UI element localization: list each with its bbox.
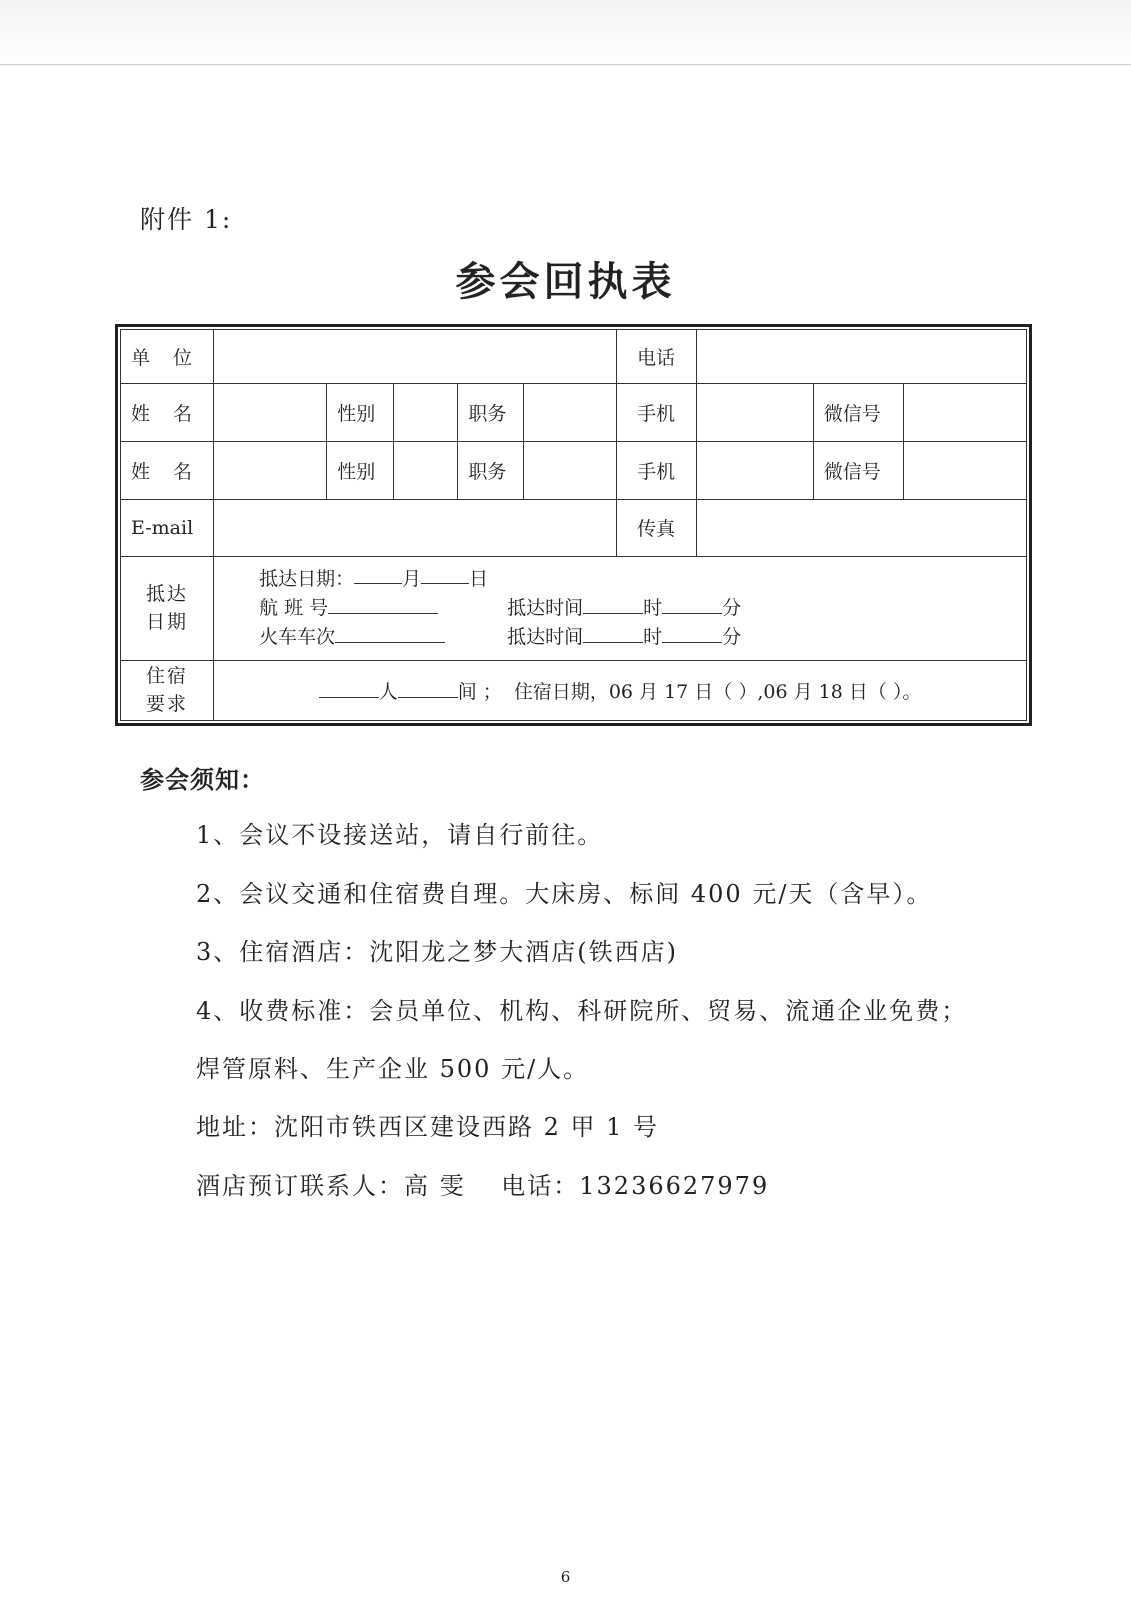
name-label: 姓 名 [121, 384, 214, 441]
lodging-label-line-1: 住宿 [146, 665, 189, 688]
hour-blank[interactable] [583, 595, 643, 614]
row-person-2 [121, 441, 1027, 499]
lodging-label-line-2: 要求 [146, 693, 189, 716]
train-label: 火车车次 [259, 625, 336, 648]
name-field[interactable] [214, 384, 327, 441]
fax-field[interactable] [696, 499, 1026, 556]
arrival-label-line-1: 抵达 [146, 583, 189, 606]
lodging-details [214, 660, 1027, 720]
row-unit [121, 330, 1027, 384]
month-unit: 月 [402, 567, 422, 590]
page-number: 6 [560, 1568, 571, 1586]
gender-label: 性别 [327, 441, 394, 499]
mobile-field[interactable] [696, 441, 813, 499]
person-blank[interactable] [319, 679, 379, 698]
arrival-label-line-2: 日期 [146, 611, 189, 634]
mobile-field[interactable] [696, 384, 813, 441]
lodging-dates: 住宿日期，06 月 17 日（ ）,06 月 18 日（ ）。 [513, 680, 922, 703]
scan-top-edge [0, 0, 1131, 65]
notice-heading: 参会须知： [140, 766, 265, 794]
flight-blank[interactable] [328, 595, 438, 614]
name-label: 姓 名 [121, 441, 214, 499]
mobile-label: 手机 [616, 384, 696, 441]
notice-contact: 酒店预订联系人：高 雯 电话：13236627979 [196, 1172, 770, 1200]
unit-field[interactable] [214, 330, 616, 384]
flight-line [259, 594, 1016, 623]
row-lodging [121, 660, 1027, 720]
hour-unit: 时 [643, 596, 663, 619]
wechat-label: 微信号 [813, 384, 903, 441]
arrival-details [214, 557, 1027, 661]
arrival-time-label: 抵达时间 [507, 596, 584, 619]
person-unit: 人 [378, 680, 398, 703]
hour-unit: 时 [643, 625, 663, 648]
wechat-field[interactable] [903, 441, 1026, 499]
notice-item: 3、住宿酒店：沈阳龙之梦大酒店(铁西店) [196, 938, 678, 966]
row-person-1 [121, 384, 1027, 441]
month-blank[interactable] [354, 565, 402, 584]
position-field[interactable] [524, 384, 616, 441]
attachment-label: 附件 1: [140, 205, 233, 234]
notice-item: 焊管原料、生产企业 500 元/人。 [196, 1055, 590, 1083]
gender-field[interactable] [394, 384, 458, 441]
room-unit: 间 ； [457, 680, 502, 703]
day-unit: 日 [469, 567, 489, 590]
arrival-date-line [259, 565, 1016, 594]
row-arrival [121, 557, 1027, 661]
notice-item: 4、收费标准：会员单位、机构、科研院所、贸易、流通企业免费； [196, 997, 968, 1025]
flight-label: 航 班 号 [259, 596, 329, 619]
day-blank[interactable] [421, 565, 469, 584]
phone-label: 电话 [616, 330, 696, 384]
fax-label: 传真 [616, 499, 696, 556]
minute-unit: 分 [722, 625, 742, 648]
gender-label: 性别 [327, 384, 394, 441]
notice-item: 2、会议交通和住宿费自理。大床房、标间 400 元/天（含早）。 [196, 880, 933, 908]
room-blank[interactable] [398, 679, 458, 698]
minute-blank[interactable] [662, 624, 722, 643]
train-line [259, 623, 1016, 652]
page-title: 参会回执表 [455, 259, 676, 305]
arrival-label [121, 557, 214, 661]
train-blank[interactable] [335, 624, 445, 643]
position-field[interactable] [524, 441, 616, 499]
gender-field[interactable] [394, 441, 458, 499]
registration-form [115, 324, 1032, 726]
registration-table [120, 329, 1027, 721]
mobile-label: 手机 [616, 441, 696, 499]
notice-item: 1、会议不设接送站，请自行前往。 [196, 821, 604, 849]
hour-blank[interactable] [583, 624, 643, 643]
position-label: 职务 [458, 441, 524, 499]
unit-label: 单 位 [121, 330, 214, 384]
phone-field[interactable] [696, 330, 1026, 384]
minute-unit: 分 [722, 596, 742, 619]
email-label: E-mail [121, 499, 214, 556]
name-field[interactable] [214, 441, 327, 499]
notice-address: 地址：沈阳市铁西区建设西路 2 甲 1 号 [196, 1113, 660, 1141]
lodging-label [121, 660, 214, 720]
wechat-field[interactable] [903, 384, 1026, 441]
row-email [121, 499, 1027, 556]
arrival-time-label: 抵达时间 [507, 625, 584, 648]
email-field[interactable] [214, 499, 616, 556]
wechat-label: 微信号 [813, 441, 903, 499]
minute-blank[interactable] [662, 595, 722, 614]
arrival-date-label: 抵达日期： [259, 567, 355, 590]
position-label: 职务 [458, 384, 524, 441]
